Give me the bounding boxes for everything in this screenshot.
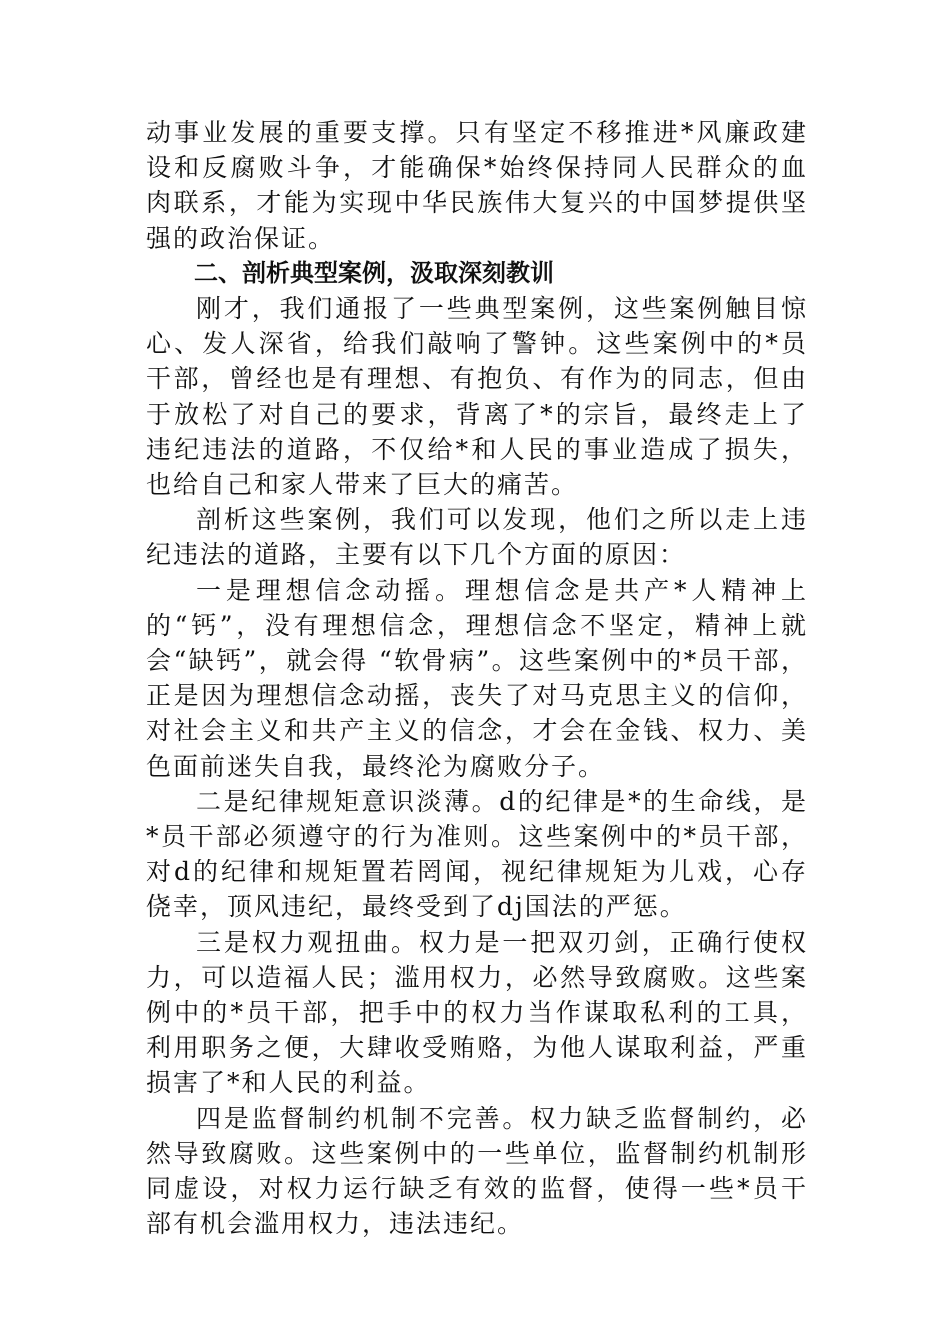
paragraph-reason-2: 二是纪律规矩意识淡薄。d的纪律是*的生命线，是*员干部必须遵守的行为准则。这些案例中的*员干部，对d的纪律和规矩置若罔闻，视纪律规矩为儿戏，心存侥幸，顶风违纪，最终受到了dj国法的严惩。 — [146, 786, 808, 922]
paragraph-continuation: 动事业发展的重要支撑。只有坚定不移推进*风廉政建设和反腐败斗争，才能确保*始终保持同人民群众的血肉联系，才能为实现中华民族伟大复兴的中国梦提供坚强的政治保证。 — [146, 118, 808, 253]
paragraph-analysis-intro: 剖析这些案例，我们可以发现，他们之所以走上违纪违法的道路，主要有以下几个方面的原因： — [146, 505, 808, 570]
paragraph-reason-4: 四是监督制约机制不完善。权力缺乏监督制约，必然导致腐败。这些案例中的一些单位，监督制约机制形同虚设，对权力运行缺乏有效的监督，使得一些*员干部有机会滥用权力，违法违纪。 — [146, 1103, 808, 1239]
paragraph-case-intro: 刚才，我们通报了一些典型案例，这些案例触目惊心、发人深省，给我们敲响了警钟。这些案例中的*员干部，曾经也是有理想、有抱负、有作为的同志，但由于放松了对自己的要求，背离了*的宗旨，最终走上了违纪违法的道路，不仅给*和人民的事业造成了损失，也给自己和家人带来了巨大的痛苦。 — [146, 294, 808, 500]
paragraph-reason-1: 一是理想信念动摇。理想信念是共产*人精神上的“钙”，没有理想信念，理想信念不坚定，精神上就会“缺钙”，就会得 “软骨病”。这些案例中的*员干部，正是因为理想信念动摇，丧失了对马克思主义的信仰，对社会主义和共产主义的信念，才会在金钱、权力、美色面前迷失自我，最终沦为腐败分子。 — [146, 575, 808, 781]
paragraph-reason-3: 三是权力观扭曲。权力是一把双刃剑，正确行使权力，可以造福人民；滥用权力，必然导致腐败。这些案例中的*员干部，把手中的权力当作谋取私利的工具，利用职务之便，大肆收受贿赂，为他人谋取利益，严重损害了*和人民的利益。 — [146, 927, 808, 1098]
document-body — [146, 115, 808, 1242]
section-heading: 二、剖析典型案例，汲取深刻教训 — [194, 258, 554, 287]
